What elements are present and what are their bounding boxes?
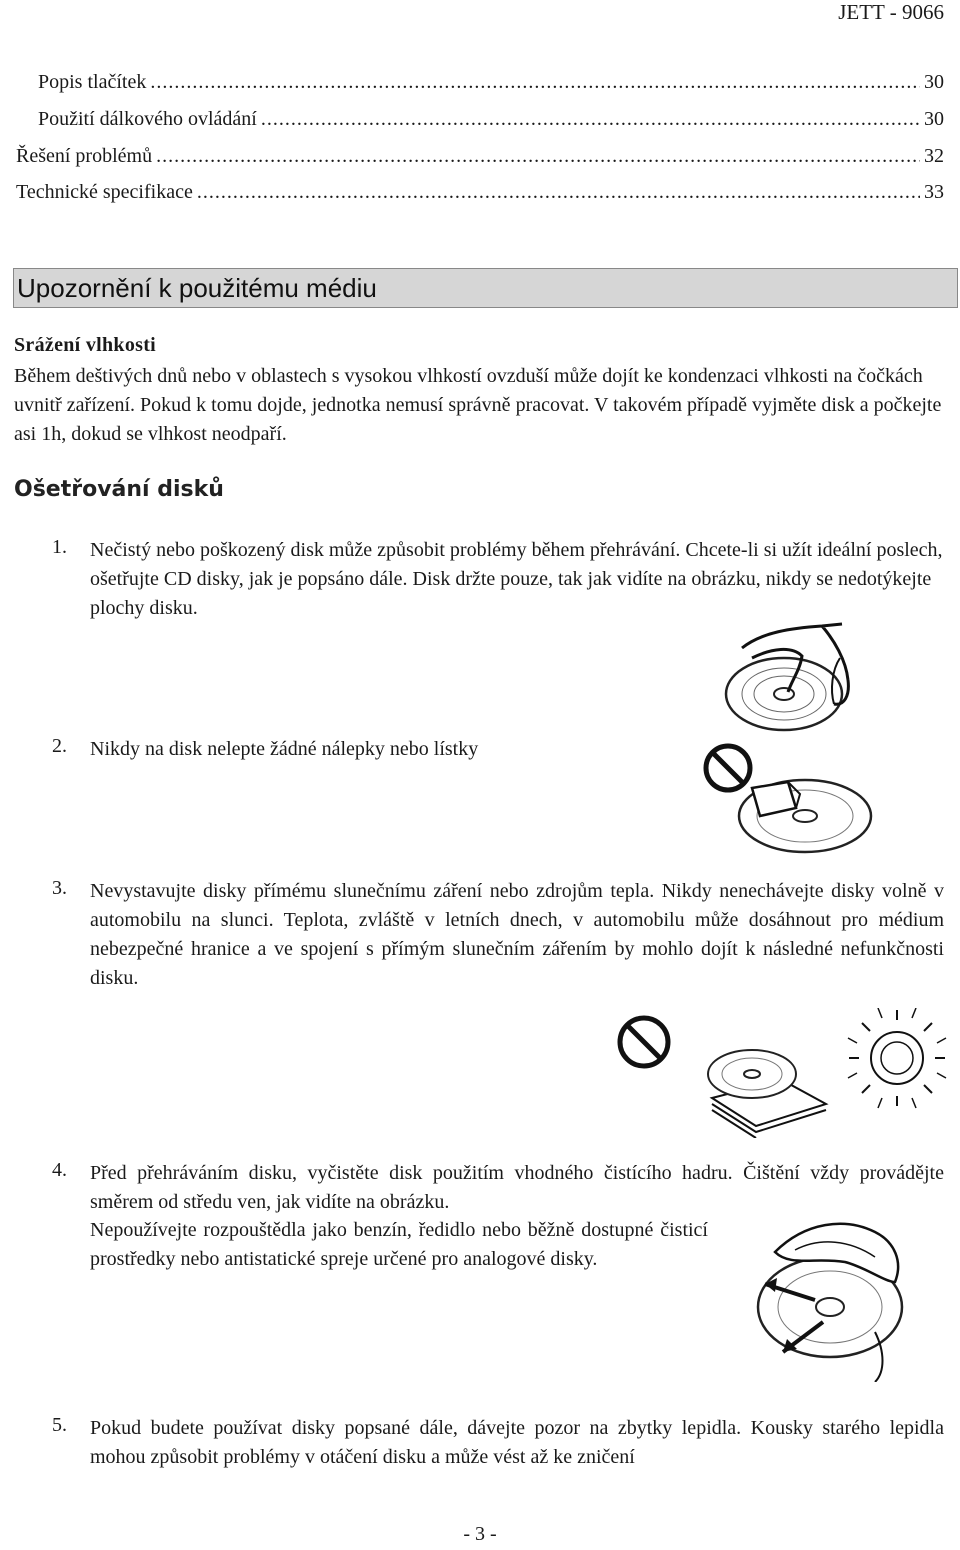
toc-entry [16, 181, 944, 204]
item-text: Nečistý nebo poškozený disk může způsobit problémy během přehrávání. Chcete-li si užít ideální poslech, ošetřujte CD disky, jak je popsáno dále. Disk držte pouze, tak jak vidíte na obrázku, nikdy se nedotýkejte plochy disku. [90, 539, 943, 619]
cleaning-direction-icon [735, 1212, 915, 1382]
page-number: - 3 - [463, 1523, 497, 1545]
sun-icon [848, 1008, 946, 1108]
item-text: Pokud budete používat disky popsané dále, dávejte pozor na zbytky lepidla. Kousky starého lepidla mohou způsobit problémy v otáčení disku a může vést až ke zničení [90, 1417, 944, 1468]
toc-label: Technické specifikace [16, 181, 193, 203]
toc-label: Popis tlačítek [38, 71, 147, 93]
condensation-heading: Srážení vlhkosti [14, 334, 157, 356]
item-text: Před přehráváním disku, vyčistěte disk použitím vhodného čistícího hadru. Čištění vždy provádějte směrem od středu ven, jak vidíte na obrázku. [90, 1162, 944, 1213]
toc-entry [38, 108, 944, 131]
item-number: 5. [52, 1414, 67, 1436]
toc-label: Použití dálkového ovládání [38, 108, 257, 130]
toc-leader [150, 71, 920, 94]
item-number: 2. [52, 735, 67, 757]
item-number: 1. [52, 536, 67, 558]
toc-page: 30 [924, 108, 944, 130]
section-title: Upozornění k použitému médiu [13, 268, 958, 308]
toc-label: Řešení problémů [16, 145, 153, 167]
toc-leader [261, 108, 920, 131]
toc-leader [156, 145, 920, 168]
document-code: JETT - 9066 [838, 0, 944, 24]
item-text: Nevystavujte disky přímému slunečnímu záření nebo zdrojům tepla. Nikdy nenechávejte disky volně v automobilu na slunci. Teplota, zvláště v letních dnech, v automobilu může dosáhnout pro médium nebezpečné hranice a ve spojení s přímým slunečním zářením by mohlo dojít k následné nefunkčnosti disku. [90, 880, 944, 989]
toc-page: 30 [924, 71, 944, 93]
toc-leader [197, 181, 920, 204]
condensation-text: Během deštivých dnů nebo v oblastech s vysokou vlhkostí ovzduší může dojít ke kondenzaci vlhkosti na čočkách uvnitř zařízení. Pokud k tomu dojde, jednotka nemusí správně pracovat. V takovém případě vyjměte disk a počkejte asi 1h, dokud se vlhkost neodpaří. [14, 365, 942, 445]
item-text: Nikdy na disk nelepte žádné nálepky nebo lístky [90, 738, 479, 760]
toc-page: 32 [924, 145, 944, 167]
disc-care-heading: Ošetřování disků [14, 477, 224, 502]
item-text: Nepoužívejte rozpouštědla jako benzín, ředidlo nebo běžně dostupné čisticí prostředky nebo antistatické spreje určené pro analogové disky. [90, 1219, 708, 1270]
toc-page: 33 [924, 181, 944, 203]
no-sun-heat-icon [612, 1008, 952, 1138]
item-number: 4. [52, 1159, 67, 1181]
toc-entry [38, 71, 944, 94]
no-sticker-icon [700, 738, 880, 858]
toc-entry [16, 145, 944, 168]
item-number: 3. [52, 877, 67, 899]
hand-holding-disc-icon [722, 620, 872, 740]
